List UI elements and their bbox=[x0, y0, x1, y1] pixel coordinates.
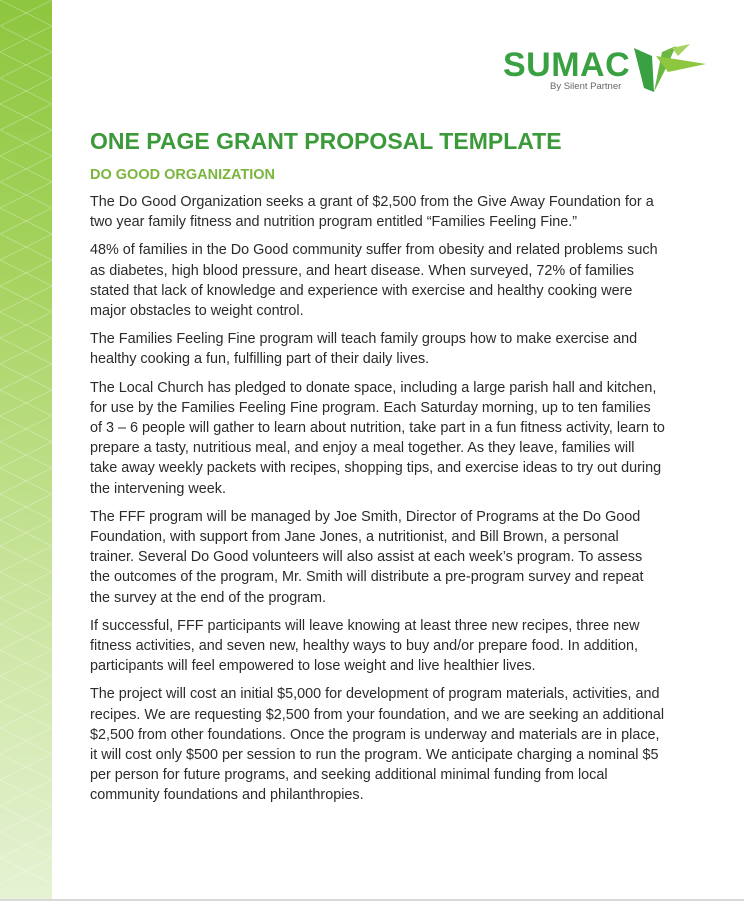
paragraph-management: The FFF program will be managed by Joe Smith, Director of Programs at the Do Good Foundation, with support from Jane Jones, a nutritionist, and Bill Brown, a personal trainer. Several Do Good volunteers will also assist at each week’s program. To assess the outcomes of the program, Mr. Smith will distribute a pre-program survey and repeat the survey at the end of the program. bbox=[90, 508, 644, 606]
paragraph-partners: The Local Church has pledged to donate space, including a large parish hall and kitchen, for use by the Families Feeling Fine program. Each Saturday morning, up to ten families of 3 – 6 people will gather to learn about nutrition, take part in a fun fitness activity, learn to prepare a tasty, nutritious meal, and enjoy a meal together. As they leave, families will take away weekly packets with recipes, shopping tips, and exercise ideas to try out during the intervening week. bbox=[90, 379, 665, 497]
paragraph-intro: The Do Good Organization seeks a grant of $2,500 from the Give Away Foundation for a two year family fitness and nutrition program entitled “Families Feeling Fine.” bbox=[90, 194, 654, 231]
paragraph-program: The Families Feeling Fine program will teach family groups how to make exercise and healthy cooking a fun, fulfilling part of their daily lives. bbox=[90, 331, 638, 368]
document-title: ONE PAGE GRANT PROPOSAL TEMPLATE bbox=[90, 128, 562, 154]
paragraph-budget: The project will cost an initial $5,000 for development of program materials, activities, and recipes. We are requesting $2,500 from your foundation, and we are seeking an additional $2,500 from other foundations. Once the program is underway and materials are in place, it will cost only $500 per session to run the program. We anticipate charging a nominal $5 per person for future programs, and seeking additional minimal funding from local community foundations and philanthropies. bbox=[90, 686, 665, 804]
proposal-body bbox=[90, 192, 665, 814]
organization-heading: DO GOOD ORGANIZATION bbox=[90, 167, 276, 183]
sumac-logo bbox=[500, 40, 710, 98]
logo-tagline: By Silent Partner bbox=[550, 81, 622, 92]
paragraph-need: 48% of families in the Do Good community suffer from obesity and related problems such as diabetes, high blood pressure, and heart disease. When surveyed, 72% of families stated that lack of knowledge and experience with exercise and healthy cooking were major obstacles to weight control. bbox=[90, 242, 658, 320]
side-band-pattern bbox=[0, 0, 52, 901]
leaf-icon bbox=[632, 42, 708, 96]
paragraph-outcomes: If successful, FFF participants will leave knowing at least three new recipes, three new fitness activities, and seven new, healthy ways to buy and/or prepare food. In addition, participants will feel empowered to lose weight and live healthier lives. bbox=[90, 617, 640, 675]
decorative-side-band bbox=[0, 0, 52, 901]
logo-wordmark: SUMAC bbox=[503, 46, 631, 84]
